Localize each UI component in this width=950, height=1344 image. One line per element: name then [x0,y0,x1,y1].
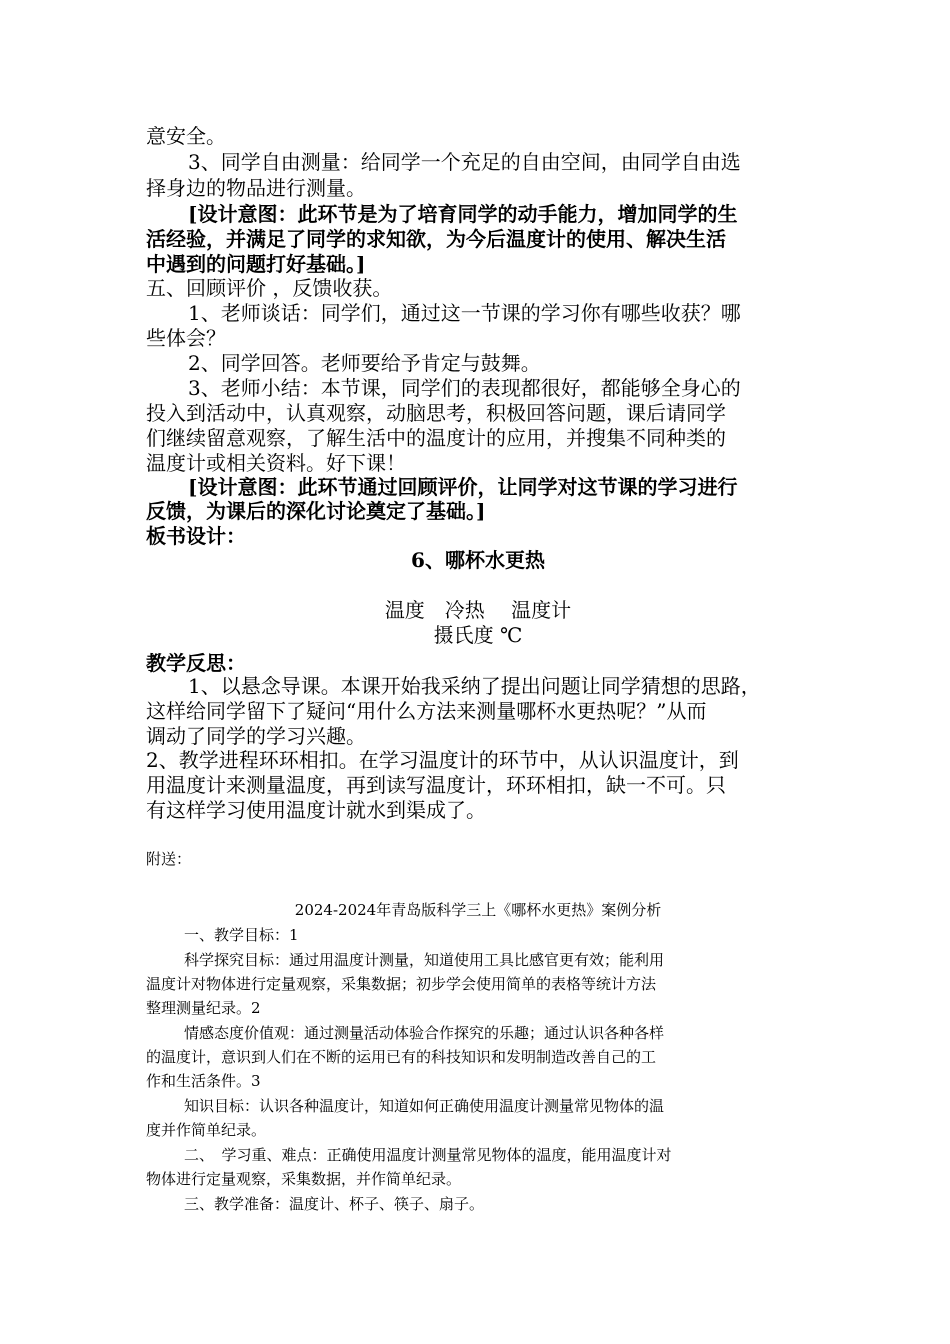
text-line: 这样给同学留下了疑问“用什么方法来测量哪杯水更热呢？”从而 [146,699,707,723]
appendix-line: 物体进行定量观察，采集数据，并作简单纪录。 [146,1170,462,1188]
design-intent-line: 活经验，并满足了同学的求知欲，为今后温度计的使用、解决生活 [146,227,726,251]
design-intent-line: [设计意图：此环节是为了培育同学的动手能力，增加同学的生 [188,202,738,226]
text-line: 们继续留意观察，了解生活中的温度计的应用，并搜集不同种类的 [146,426,726,450]
appendix-line: 作和生活条件。3 [146,1072,261,1090]
text-line: 择身边的物品进行测量。 [146,176,366,200]
appendix-title: 2024-2024年青岛版科学三上《哪杯水更热》案例分析 [294,901,662,919]
text-line: 用温度计来测量温度，再到读写温度计，环环相扣，缺一不可。只 [146,773,726,797]
text-line: 调动了同学的学习兴趣。 [146,724,366,748]
appendix-line: 情感态度价值观：通过测量活动体验合作探究的乐趣；通过认识各种各样 [184,1024,665,1042]
appendix-line: 度并作简单纪录。 [146,1121,267,1139]
text-line: 投入到活动中，认真观察，动脑思考，积极回答问题，课后请同学 [146,401,726,425]
reflection-heading: 教学反思： [146,651,246,675]
text-line: 有这样学习使用温度计就水到渠成了。 [146,798,486,822]
appendix-line: 的温度计，意识到人们在不断的运用已有的科技知识和发明制造改善自己的工 [146,1048,657,1066]
text-line: 2、教学进程环环相扣。在学习温度计的环节中，从认识温度计，到 [146,748,739,772]
text-line: 3、老师小结：本节课，同学们的表现都很好，都能够全身心的 [188,376,741,400]
appendix-label: 附送： [146,850,192,868]
board-title: 6、哪杯水更热 [411,548,545,572]
text-line: 2、同学回答。老师要给予肯定与鼓舞。 [188,351,541,375]
appendix-line: 一、教学目标：1 [184,926,299,944]
appendix-line: 温度计对物体进行定量观察，采集数据；初步学会使用简单的表格等统计方法 [146,975,657,993]
appendix-line: 三、教学准备：温度计、杯子、筷子、扇子。 [184,1195,485,1213]
design-intent-line: 中遇到的问题打好基础。] [146,252,366,276]
design-intent-line: 反馈，为课后的深化讨论奠定了基础。] [146,499,486,523]
text-line: 意安全。 [146,124,226,148]
text-line: 温度计或相关资料。好下课！ [146,451,406,475]
appendix-line: 科学探究目标：通过用温度计测量，知道使用工具比感官更有效；能利用 [184,951,665,969]
text-line: 1、以悬念导课。本课开始我采纳了提出问题让同学猜想的思路， [188,674,761,698]
text-line: 些体会？ [146,326,226,350]
text-line: 3、同学自由测量：给同学一个充足的自由空间，由同学自由选 [188,150,741,174]
section-heading: 五、回顾评价 ，反馈收获。 [146,276,393,300]
text-line: 1、老师谈话：同学们，通过这一节课的学习你有哪些收获？哪 [188,301,741,325]
board-line: 摄氏度 ℃ [433,623,523,647]
board-line: 温度 冷热 温度计 [384,598,572,622]
design-intent-line: [设计意图：此环节通过回顾评价，让同学对这节课的学习进行 [188,475,738,499]
appendix-line: 整理测量纪录。2 [146,999,261,1017]
appendix-line: 知识目标：认识各种温度计，知道如何正确使用温度计测量常见物体的温 [184,1097,665,1115]
appendix-line: 二、 学习重、难点：正确使用温度计测量常见物体的温度，能用温度计对 [184,1146,672,1164]
board-design-heading: 板书设计： [146,524,246,548]
